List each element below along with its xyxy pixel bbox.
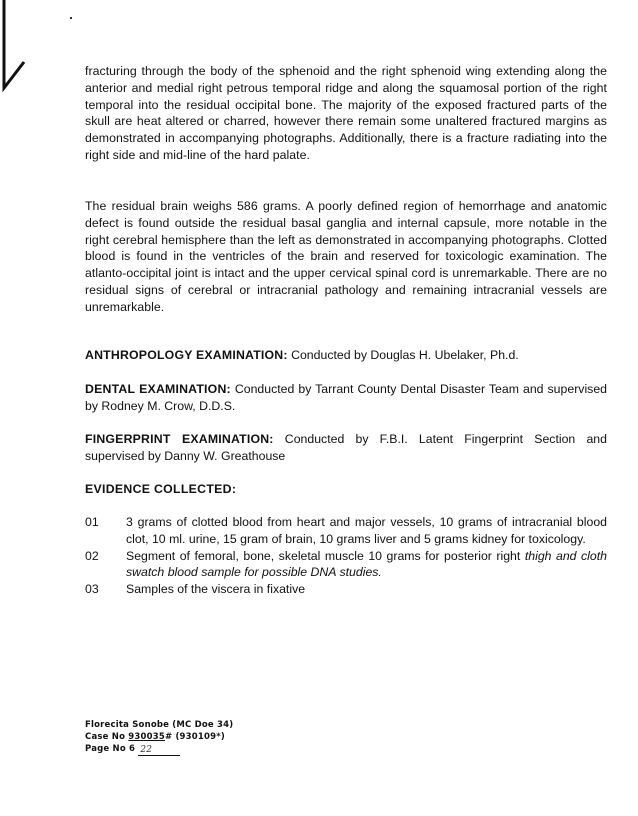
evidence-text: Segment of femoral, bone, skeletal muscle 10 grams for posterior right: [126, 548, 525, 563]
evidence-number: 01: [85, 515, 99, 529]
scan-speck: [70, 17, 72, 19]
dental-examination: [85, 381, 607, 415]
footer-case-line: [85, 731, 233, 743]
page-footer: [85, 719, 233, 755]
anthropology-text: Conducted by Douglas H. Ubelaker, Ph.d.: [287, 348, 519, 362]
evidence-text: 3 grams of clotted blood from heart and major vessels, 10 grams of intracranial blood clot, 10 ml. urine, 15 gram of brain, 10 grams liver and 5 grams kidney for toxicology.: [126, 515, 607, 546]
paragraph-skull-fractures: fracturing through the body of the sphenoid and the right sphenoid wing extending along the anterior and medial right petrous temporal ridge and along the squamosal portion of the right temporal into the residual occipital bone. The majority of the exposed fractured parts of the skull are heat altered or charred, however there remain some unaltered fractured margins as demonstrated in accompanying photographs. Additionally, there is a fracture radiating into the right side and mid-line of the hard palate.: [85, 64, 607, 162]
paragraph-brain: The residual brain weighs 586 grams. A poorly defined region of hemorrhage and anatomic defect is found outside the residual basal ganglia and internal capsule, more notable in the right cerebral hemisphere than the left as demonstrated in accompanying photographs. Clotted blood is found in the ventricles of the brain and reserved for toxicologic examination. The atlanto-occipital joint is intact and the upper cervical spinal cord is unremarkable. There are no residual signs of cerebral or intracranial pathology and remaining intracranial vessels are unremarkable.: [85, 199, 607, 314]
evidence-text: Samples of the viscera in fixative: [126, 582, 306, 597]
fingerprint-text: Conducted by F.B.I. Latent Fingerprint Section and supervised by Danny W. Greathouse: [85, 432, 607, 463]
evidence-number: 02: [85, 548, 99, 563]
dental-label: DENTAL EXAMINATION:: [85, 382, 231, 396]
corner-check-mark: [0, 0, 34, 96]
evidence-heading: EVIDENCE COLLECTED:: [85, 482, 237, 496]
anthropology-examination: [85, 347, 607, 364]
evidence-text-italic: thigh and cloth swatch blood sample for possible DNA studies.: [126, 548, 607, 580]
evidence-item: [85, 548, 607, 582]
anthropology-label: ANTHROPOLOGY EXAMINATION:: [85, 348, 288, 362]
evidence-text-wrapper: [126, 548, 607, 582]
dental-text: Conducted by Tarrant County Dental Disaster Team and supervised by Rodney M. Crow, D.D.S.: [85, 382, 607, 413]
case-prefix: Case No: [85, 732, 129, 742]
footer-name-line: Florecita Sonobe (MC Doe 34): [85, 720, 234, 730]
case-number: 930035: [128, 732, 165, 742]
footer-page-line: [85, 743, 233, 755]
evidence-item: [85, 514, 607, 548]
fingerprint-label: FINGERPRINT EXAMINATION:: [85, 432, 274, 446]
page-prefix: Page No 6: [85, 744, 139, 754]
evidence-list: [85, 514, 607, 598]
evidence-item: [85, 581, 607, 598]
case-suffix: # (930109*): [164, 732, 225, 742]
fingerprint-examination: [85, 431, 607, 465]
handwritten-page-number: 22: [138, 746, 180, 756]
evidence-number: 03: [85, 582, 99, 597]
